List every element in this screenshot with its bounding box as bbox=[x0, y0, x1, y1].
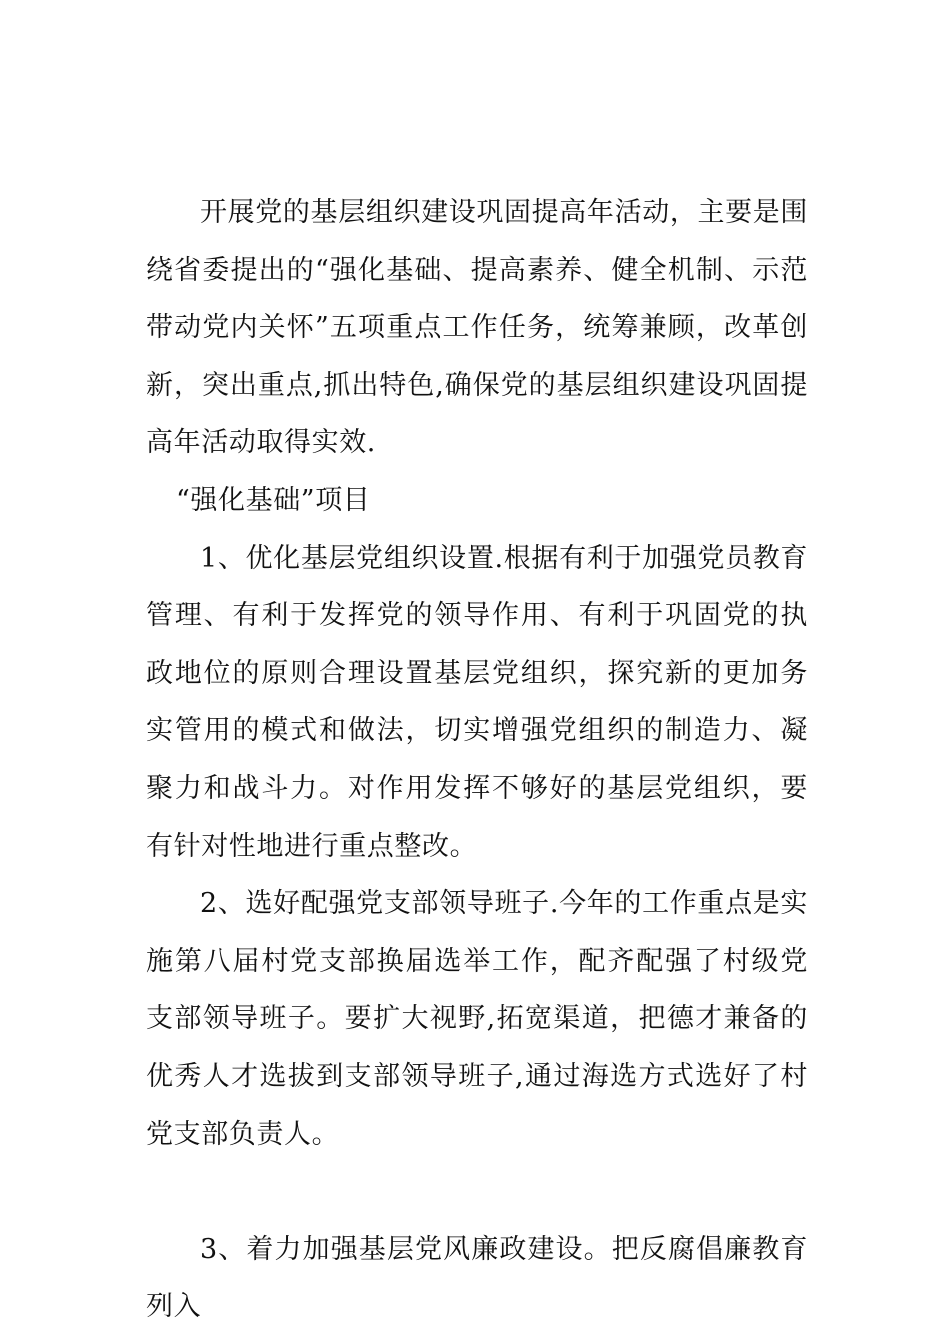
paragraph-gap bbox=[146, 1163, 808, 1221]
section-heading: “强化基础”项目 bbox=[176, 484, 371, 516]
item-2-paragraph: 2、选好配强党支部领导班子.今年的工作重点是实施第八届村党支部换届选举工作，配齐配强了村级党支部领导班子。要扩大视野,拓宽渠道，把德才兼备的优秀人才选拔到支部领导班子,通过海选方式选好了村党支部负责人。 bbox=[146, 888, 808, 1150]
item-3-paragraph: 3、着力加强基层党风廉政建设。把反腐倡廉教育列入 bbox=[146, 1233, 808, 1323]
item-1-paragraph: 1、优化基层党组织设置.根据有利于加强党员教育管理、有利于发挥党的领导作用、有利于巩固党的执政地位的原则合理设置基层党组织，探究新的更加务实管用的模式和做法，切实增强党组织的制造力、凝聚力和战斗力。对作用发挥不够好的基层党组织，要有针对性地进行重点整改。 bbox=[146, 542, 808, 862]
document-body bbox=[146, 184, 808, 1336]
intro-paragraph: 开展党的基层组织建设巩固提高年活动，主要是围绕省委提出的“强化基础、提高素养、健全机制、示范带动党内关怀”五项重点工作任务，统筹兼顾，改革创新，突出重点,抓出特色,确保党的基层组织建设巩固提高年活动取得实效. bbox=[146, 197, 808, 459]
